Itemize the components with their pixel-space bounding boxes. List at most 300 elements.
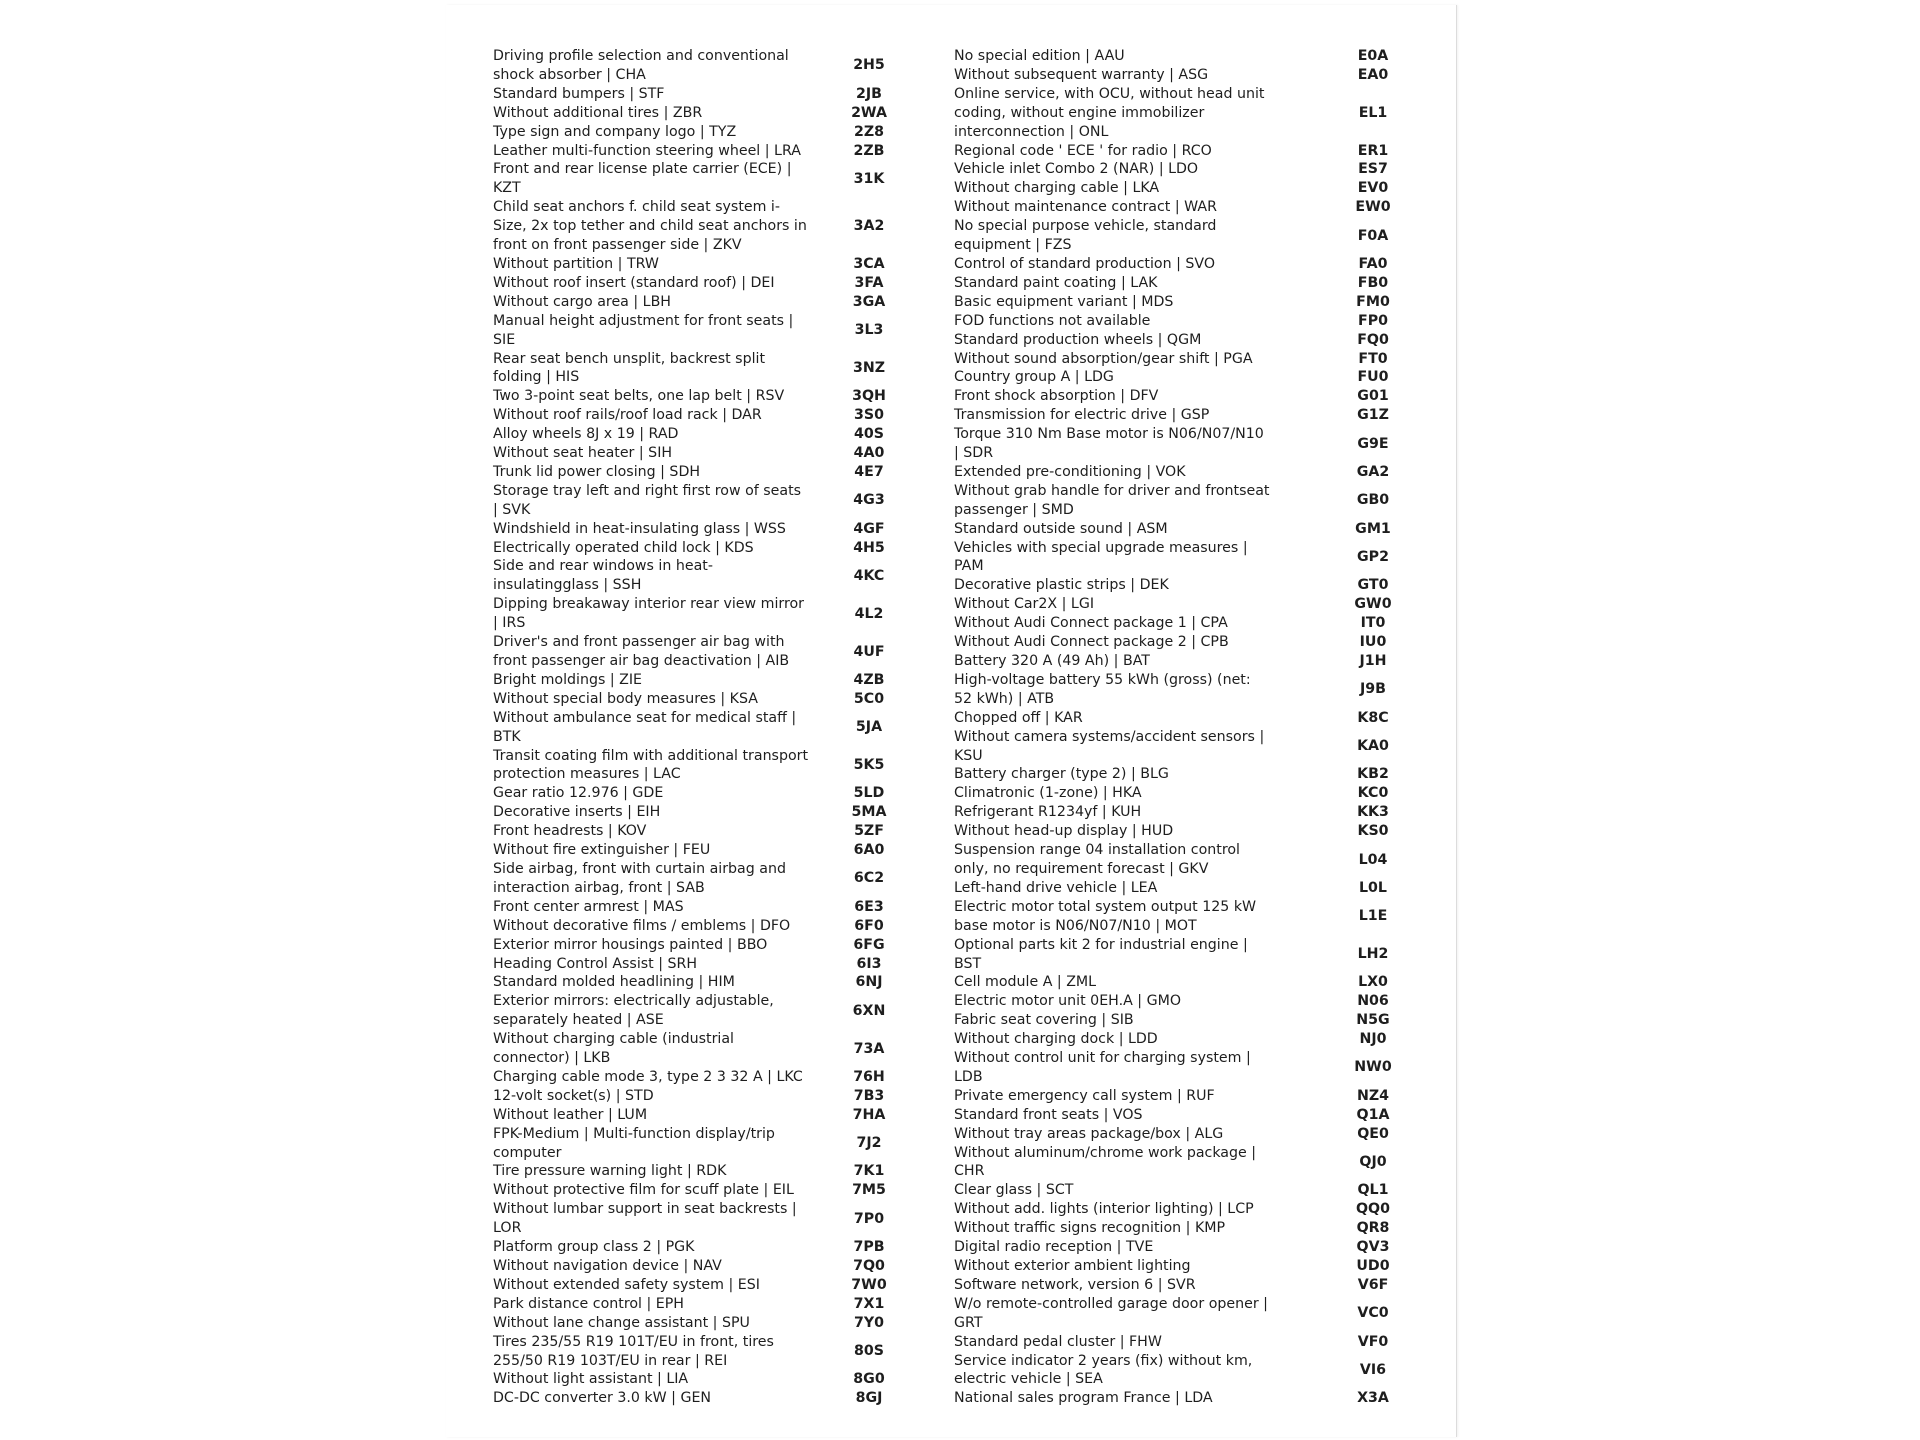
equipment-description bbox=[954, 992, 1284, 1011]
equipment-row bbox=[954, 898, 1388, 936]
equipment-description bbox=[954, 255, 1284, 274]
equipment-description bbox=[493, 1370, 823, 1389]
equipment-code: 6C2 bbox=[853, 870, 885, 887]
description-line: Clear glass | SCT bbox=[954, 1182, 1074, 1199]
description-line: Exterior mirror housings painted | BBO bbox=[493, 936, 768, 953]
equipment-code: 6FG bbox=[853, 936, 885, 953]
description-line: Tires 235/55 R19 101T/EU in front, tires bbox=[493, 1333, 774, 1350]
description-line: Trunk lid power closing | SDH bbox=[493, 463, 701, 480]
equipment-code: 6I3 bbox=[856, 955, 882, 972]
equipment-description bbox=[954, 1011, 1284, 1030]
description-line: Refrigerant R1234yf | KUH bbox=[954, 804, 1142, 821]
description-line: Torque 310 Nm Base motor is N06/N07/N10 bbox=[954, 426, 1264, 443]
equipment-description bbox=[954, 331, 1284, 350]
equipment-description bbox=[493, 198, 823, 255]
equipment-code: 4UF bbox=[853, 643, 885, 660]
description-line: passenger | SMD bbox=[954, 501, 1074, 518]
equipment-row bbox=[954, 1181, 1389, 1200]
equipment-code: N06 bbox=[1357, 993, 1389, 1010]
equipment-code: 7HA bbox=[852, 1106, 886, 1123]
equipment-description bbox=[954, 406, 1284, 425]
equipment-code: 7Y0 bbox=[853, 1314, 885, 1331]
equipment-code: 2ZB bbox=[853, 142, 885, 159]
equipment-code: FT0 bbox=[1358, 350, 1388, 367]
description-line: Standard front seats | VOS bbox=[954, 1106, 1143, 1123]
description-line: front passenger air bag deactivation | AIB bbox=[493, 653, 790, 669]
equipment-description bbox=[493, 822, 823, 841]
equipment-code: 4KC bbox=[853, 567, 885, 584]
description-line: Standard molded headlining | HIM bbox=[493, 974, 735, 991]
description-line: Without traffic signs recognition | KMP bbox=[954, 1220, 1226, 1237]
equipment-code: KA0 bbox=[1357, 738, 1389, 755]
equipment-description bbox=[954, 576, 1284, 595]
equipment-description bbox=[493, 1068, 823, 1087]
equipment-description bbox=[493, 955, 823, 974]
description-line: Software network, version 6 | SVR bbox=[954, 1276, 1196, 1293]
description-line: Without maintenance contract | WAR bbox=[954, 199, 1217, 216]
equipment-code: J9B bbox=[1360, 681, 1386, 698]
equipment-description bbox=[493, 350, 823, 388]
equipment-description bbox=[493, 973, 823, 992]
equipment-row bbox=[493, 293, 886, 312]
equipment-row bbox=[493, 444, 885, 463]
equipment-description bbox=[493, 1030, 823, 1068]
equipment-row bbox=[954, 85, 1388, 142]
equipment-code: NW0 bbox=[1354, 1059, 1392, 1076]
equipment-code: 7Q0 bbox=[853, 1258, 885, 1274]
equipment-row bbox=[954, 1333, 1389, 1352]
description-line: FOD functions not available bbox=[954, 312, 1151, 329]
description-line: Fabric seat covering | SIB bbox=[954, 1012, 1134, 1029]
description-line: Electrically operated child lock | KDS bbox=[493, 539, 754, 556]
equipment-description bbox=[493, 539, 823, 558]
equipment-row bbox=[493, 1106, 886, 1125]
equipment-description bbox=[493, 520, 823, 539]
equipment-row bbox=[493, 1333, 884, 1371]
description-line: Front and rear license plate carrier (ECE) | bbox=[493, 161, 792, 178]
description-line: | SDR bbox=[954, 445, 994, 462]
equipment-description bbox=[493, 1200, 823, 1238]
description-line: Vehicles with special upgrade measures | bbox=[954, 539, 1248, 556]
description-line: Alloy wheels 8J x 19 | RAD bbox=[493, 426, 679, 443]
equipment-code: UD0 bbox=[1356, 1258, 1390, 1274]
equipment-description bbox=[954, 368, 1284, 387]
equipment-row bbox=[493, 85, 882, 104]
equipment-row bbox=[954, 1389, 1389, 1408]
description-line: interaction airbag, front | SAB bbox=[493, 879, 705, 896]
description-line: Without additional tires | ZBR bbox=[493, 104, 703, 121]
equipment-code: FB0 bbox=[1357, 274, 1389, 291]
equipment-code: FP0 bbox=[1358, 312, 1388, 329]
description-line: Without charging dock | LDD bbox=[954, 1031, 1158, 1048]
equipment-description bbox=[493, 1087, 823, 1106]
equipment-code: GA2 bbox=[1356, 463, 1390, 480]
description-line: Tire pressure warning light | RDK bbox=[493, 1163, 727, 1180]
equipment-row bbox=[493, 784, 885, 803]
description-line: Chopped off | KAR bbox=[954, 709, 1083, 726]
equipment-list-right bbox=[954, 47, 1392, 1408]
description-line: Side and rear windows in heat- bbox=[493, 558, 713, 575]
equipment-row bbox=[493, 350, 886, 388]
equipment-row bbox=[954, 331, 1389, 350]
equipment-row bbox=[493, 917, 884, 936]
equipment-description bbox=[954, 85, 1284, 142]
description-line: Without exterior ambient lighting bbox=[954, 1258, 1191, 1274]
equipment-code: G1Z bbox=[1357, 407, 1389, 424]
equipment-row bbox=[954, 368, 1389, 387]
equipment-code: FA0 bbox=[1358, 255, 1388, 272]
equipment-row bbox=[954, 1125, 1389, 1144]
equipment-code: 40S bbox=[854, 426, 884, 443]
equipment-row bbox=[954, 936, 1389, 974]
description-line: coding, without engine immobilizer bbox=[954, 104, 1205, 121]
equipment-description bbox=[954, 425, 1284, 463]
description-line: Windshield in heat-insulating glass | WSS bbox=[493, 520, 786, 537]
equipment-code: N5G bbox=[1356, 1012, 1390, 1029]
equipment-code: G01 bbox=[1357, 388, 1389, 405]
equipment-code: 6XN bbox=[852, 1002, 886, 1019]
equipment-code: 3FA bbox=[854, 274, 884, 291]
equipment-description bbox=[493, 312, 823, 350]
equipment-row bbox=[493, 1087, 885, 1106]
description-line: Front center armrest | MAS bbox=[493, 898, 684, 915]
description-line: Type sign and company logo | TYZ bbox=[493, 123, 737, 140]
description-line: Without add. lights (interior lighting) | LCP bbox=[954, 1201, 1254, 1218]
description-line: equipment | FZS bbox=[954, 237, 1072, 254]
description-line: Decorative plastic strips | DEK bbox=[954, 577, 1169, 594]
equipment-code: K8C bbox=[1357, 709, 1389, 726]
equipment-description bbox=[493, 898, 823, 917]
equipment-code: ES7 bbox=[1358, 161, 1388, 178]
description-line: LDB bbox=[954, 1068, 983, 1085]
equipment-row bbox=[493, 671, 885, 690]
equipment-row bbox=[954, 576, 1389, 595]
equipment-row bbox=[493, 1030, 885, 1068]
equipment-code: 8GJ bbox=[855, 1390, 883, 1407]
description-line: protection measures | LAC bbox=[493, 766, 681, 783]
equipment-row bbox=[493, 520, 885, 539]
description-line: Without Audi Connect package 2 | CPB bbox=[954, 634, 1229, 651]
description-line: folding | HIS bbox=[493, 369, 580, 386]
equipment-code: GT0 bbox=[1357, 577, 1389, 594]
description-line: Electric motor unit 0EH.A | GMO bbox=[954, 993, 1181, 1010]
description-line: only, no requirement forecast | GKV bbox=[954, 860, 1209, 877]
equipment-code: 80S bbox=[854, 1343, 884, 1360]
description-line: electric vehicle | SEA bbox=[954, 1371, 1103, 1388]
equipment-description bbox=[954, 198, 1284, 217]
description-line: Country group A | LDG bbox=[954, 369, 1114, 386]
equipment-description bbox=[493, 160, 823, 198]
equipment-description bbox=[493, 841, 823, 860]
equipment-description bbox=[493, 709, 823, 747]
description-line: Child seat anchors f. child seat system i- bbox=[493, 199, 780, 216]
description-line: Storage tray left and right first row of seats bbox=[493, 482, 802, 499]
equipment-row bbox=[493, 1238, 885, 1257]
equipment-description bbox=[493, 293, 823, 312]
equipment-code: 4L2 bbox=[854, 605, 884, 622]
equipment-row bbox=[493, 1257, 885, 1276]
description-line: Service indicator 2 years (fix) without km, bbox=[954, 1352, 1253, 1369]
description-line: Front headrests | KOV bbox=[493, 823, 647, 840]
equipment-row bbox=[954, 1030, 1387, 1049]
description-line: computer bbox=[493, 1144, 562, 1161]
description-line: Optional parts kit 2 for industrial engine | bbox=[954, 936, 1248, 953]
equipment-description bbox=[493, 1276, 823, 1295]
description-line: Gear ratio 12.976 | GDE bbox=[493, 785, 664, 802]
equipment-code: KS0 bbox=[1357, 823, 1389, 840]
equipment-code: IT0 bbox=[1360, 615, 1386, 632]
description-line: Without aluminum/chrome work package | bbox=[954, 1144, 1257, 1161]
description-line: 12-volt socket(s) | STD bbox=[493, 1087, 654, 1104]
description-line: LOR bbox=[493, 1220, 522, 1237]
equipment-row bbox=[954, 1200, 1390, 1219]
equipment-row bbox=[954, 879, 1387, 898]
description-line: BTK bbox=[493, 728, 521, 745]
equipment-row bbox=[954, 633, 1387, 652]
equipment-code: 4GF bbox=[853, 520, 885, 537]
description-line: Bright moldings | ZIE bbox=[493, 671, 643, 688]
equipment-row bbox=[954, 463, 1390, 482]
equipment-description bbox=[493, 47, 823, 85]
equipment-row bbox=[954, 425, 1389, 463]
equipment-row bbox=[954, 198, 1391, 217]
equipment-row bbox=[954, 1276, 1389, 1295]
description-line: | SVK bbox=[493, 501, 531, 518]
equipment-description bbox=[493, 255, 823, 274]
equipment-code: 3QH bbox=[852, 388, 886, 405]
equipment-description bbox=[954, 66, 1284, 85]
equipment-code: Q1A bbox=[1356, 1106, 1390, 1123]
equipment-code: 6E3 bbox=[854, 898, 884, 915]
equipment-description bbox=[954, 1389, 1284, 1408]
description-line: Without roof insert (standard roof) | DEI bbox=[493, 274, 775, 291]
equipment-code: LH2 bbox=[1357, 946, 1389, 963]
equipment-row bbox=[954, 217, 1389, 255]
equipment-row bbox=[954, 595, 1392, 614]
equipment-row bbox=[493, 1181, 886, 1200]
equipment-code: 3S0 bbox=[854, 407, 884, 424]
equipment-row bbox=[954, 142, 1389, 161]
description-line: Without navigation device | NAV bbox=[493, 1258, 722, 1274]
description-line: Two 3-point seat belts, one lap belt | RSV bbox=[493, 388, 785, 405]
equipment-code: X3A bbox=[1357, 1390, 1389, 1407]
equipment-description bbox=[493, 425, 823, 444]
equipment-description bbox=[493, 803, 823, 822]
description-line: base motor is N06/N07/N10 | MOT bbox=[954, 917, 1197, 934]
equipment-code: 3L3 bbox=[854, 322, 884, 339]
equipment-row bbox=[954, 841, 1388, 879]
equipment-row bbox=[954, 728, 1389, 766]
equipment-code: KB2 bbox=[1357, 766, 1389, 783]
description-line: Without tray areas package/box | ALG bbox=[954, 1125, 1224, 1142]
equipment-description bbox=[954, 822, 1284, 841]
description-line: Driving profile selection and conventional bbox=[493, 48, 789, 64]
description-line: Without charging cable (industrial bbox=[493, 1031, 734, 1048]
equipment-code: V6F bbox=[1357, 1276, 1389, 1293]
equipment-code: 2Z8 bbox=[853, 123, 885, 140]
description-line: Without extended safety system | ESI bbox=[493, 1276, 760, 1293]
equipment-row bbox=[493, 822, 884, 841]
equipment-code: GP2 bbox=[1357, 549, 1389, 566]
description-line: Side airbag, front with curtain airbag and bbox=[493, 860, 786, 877]
equipment-code: 31K bbox=[853, 170, 885, 187]
equipment-description bbox=[954, 973, 1284, 992]
description-line: Without special body measures | KSA bbox=[493, 690, 758, 707]
equipment-description bbox=[493, 936, 823, 955]
equipment-code: EL1 bbox=[1358, 104, 1388, 121]
equipment-description bbox=[954, 841, 1284, 879]
equipment-description bbox=[954, 765, 1284, 784]
equipment-row bbox=[493, 1068, 885, 1087]
equipment-row bbox=[954, 482, 1390, 520]
equipment-row bbox=[493, 841, 885, 860]
equipment-description bbox=[493, 142, 823, 161]
description-line: Without grab handle for driver and frontseat bbox=[954, 482, 1270, 499]
description-line: 52 kWh) | ATB bbox=[954, 690, 1055, 707]
description-line: Online service, with OCU, without head unit bbox=[954, 85, 1265, 102]
equipment-code: 3A2 bbox=[853, 218, 885, 235]
equipment-row bbox=[954, 803, 1389, 822]
description-line: Without roof rails/roof load rack | DAR bbox=[493, 407, 762, 424]
equipment-description bbox=[954, 671, 1284, 709]
description-line: Without protective film for scuff plate | EIL bbox=[493, 1182, 794, 1199]
description-line: Suspension range 04 installation control bbox=[954, 842, 1240, 859]
equipment-description bbox=[493, 1389, 823, 1408]
equipment-description bbox=[493, 690, 823, 709]
description-line: Without cargo area | LBH bbox=[493, 293, 671, 310]
description-line: Without camera systems/accident sensors | bbox=[954, 728, 1265, 745]
equipment-description bbox=[954, 1030, 1284, 1049]
description-line: Manual height adjustment for front seats | bbox=[493, 312, 794, 329]
equipment-code: L04 bbox=[1358, 851, 1388, 868]
equipment-code: 3CA bbox=[853, 255, 885, 272]
equipment-description bbox=[493, 1125, 823, 1163]
description-line: DC-DC converter 3.0 kW | GEN bbox=[493, 1390, 712, 1407]
equipment-description bbox=[954, 387, 1284, 406]
equipment-row bbox=[954, 160, 1388, 179]
description-line: | IRS bbox=[493, 615, 526, 632]
equipment-code: 2WA bbox=[851, 104, 887, 121]
description-line: Without partition | TRW bbox=[493, 255, 659, 272]
equipment-description bbox=[493, 671, 823, 690]
description-line: Without Audi Connect package 1 | CPA bbox=[954, 615, 1228, 632]
equipment-code: 7X1 bbox=[853, 1295, 885, 1312]
equipment-row bbox=[493, 1295, 885, 1314]
equipment-row bbox=[493, 633, 885, 671]
equipment-code: 6F0 bbox=[854, 917, 884, 934]
equipment-code: LX0 bbox=[1358, 974, 1388, 991]
equipment-code: FU0 bbox=[1357, 369, 1389, 386]
description-line: Rear seat bench unsplit, backrest split bbox=[493, 350, 766, 367]
description-line: 255/50 R19 103T/EU in rear | REI bbox=[493, 1352, 728, 1369]
equipment-description bbox=[954, 1106, 1284, 1125]
equipment-code: 4E7 bbox=[854, 463, 884, 480]
equipment-description bbox=[954, 350, 1284, 369]
equipment-code: 7W0 bbox=[851, 1276, 887, 1293]
equipment-description bbox=[954, 1049, 1284, 1087]
equipment-description bbox=[493, 104, 823, 123]
equipment-row bbox=[493, 973, 883, 992]
description-line: National sales program France | LDA bbox=[954, 1390, 1213, 1407]
description-line: shock absorber | CHA bbox=[493, 66, 646, 83]
equipment-row bbox=[954, 671, 1386, 709]
equipment-description bbox=[493, 1181, 823, 1200]
description-line: Park distance control | EPH bbox=[493, 1295, 684, 1312]
equipment-description bbox=[493, 387, 823, 406]
description-line: KZT bbox=[493, 180, 521, 197]
description-line: Standard production wheels | QGM bbox=[954, 331, 1202, 348]
description-line: Leather multi-function steering wheel | LRA bbox=[493, 142, 801, 159]
equipment-description bbox=[954, 784, 1284, 803]
equipment-code: G9E bbox=[1357, 435, 1389, 452]
equipment-row bbox=[954, 406, 1389, 425]
equipment-description bbox=[954, 614, 1284, 633]
equipment-code: L0L bbox=[1359, 879, 1387, 896]
equipment-code: VC0 bbox=[1357, 1305, 1389, 1322]
equipment-code: IU0 bbox=[1359, 634, 1387, 651]
description-line: Without ambulance seat for medical staff | bbox=[493, 709, 797, 726]
description-line: Private emergency call system | RUF bbox=[954, 1087, 1215, 1104]
equipment-code: EW0 bbox=[1355, 199, 1391, 216]
equipment-row bbox=[493, 860, 885, 898]
equipment-description bbox=[954, 1276, 1284, 1295]
equipment-description bbox=[954, 1257, 1284, 1276]
equipment-code: EV0 bbox=[1357, 180, 1389, 197]
equipment-row bbox=[493, 142, 885, 161]
equipment-description bbox=[954, 274, 1284, 293]
description-line: Without lane change assistant | SPU bbox=[493, 1314, 750, 1331]
equipment-row bbox=[493, 1276, 887, 1295]
equipment-row bbox=[954, 350, 1388, 369]
description-line: Platform group class 2 | PGK bbox=[493, 1239, 695, 1256]
equipment-description bbox=[954, 803, 1284, 822]
equipment-description bbox=[493, 1333, 823, 1371]
equipment-code: GW0 bbox=[1354, 596, 1392, 613]
equipment-row bbox=[493, 539, 885, 558]
equipment-row bbox=[493, 1200, 885, 1238]
equipment-description bbox=[954, 936, 1284, 974]
equipment-description bbox=[954, 160, 1284, 179]
equipment-code: 8G0 bbox=[853, 1371, 885, 1388]
equipment-description bbox=[493, 860, 823, 898]
equipment-description bbox=[493, 1314, 823, 1333]
equipment-row bbox=[954, 1087, 1390, 1106]
description-line: W/o remote-controlled garage door opener | bbox=[954, 1295, 1268, 1312]
description-line: CHR bbox=[954, 1163, 985, 1180]
equipment-description bbox=[493, 747, 823, 785]
equipment-row bbox=[493, 1370, 885, 1389]
equipment-code: 4G3 bbox=[853, 492, 885, 509]
equipment-code: J1H bbox=[1359, 653, 1387, 669]
equipment-row bbox=[493, 898, 884, 917]
equipment-code: 7PB bbox=[853, 1239, 885, 1256]
equipment-list-left bbox=[493, 47, 887, 1408]
equipment-description bbox=[493, 917, 823, 936]
equipment-row bbox=[493, 595, 884, 633]
equipment-row bbox=[954, 1219, 1390, 1238]
equipment-row bbox=[493, 803, 887, 822]
equipment-code: 6A0 bbox=[853, 842, 885, 859]
equipment-code: ER1 bbox=[1357, 142, 1389, 159]
equipment-row bbox=[493, 387, 886, 406]
equipment-description bbox=[493, 633, 823, 671]
equipment-code: 7J2 bbox=[856, 1135, 882, 1152]
equipment-description bbox=[954, 217, 1284, 255]
description-line: Without lumbar support in seat backrests | bbox=[493, 1201, 797, 1218]
equipment-row bbox=[954, 179, 1389, 198]
equipment-row bbox=[493, 123, 885, 142]
equipment-code: QJ0 bbox=[1359, 1154, 1387, 1171]
